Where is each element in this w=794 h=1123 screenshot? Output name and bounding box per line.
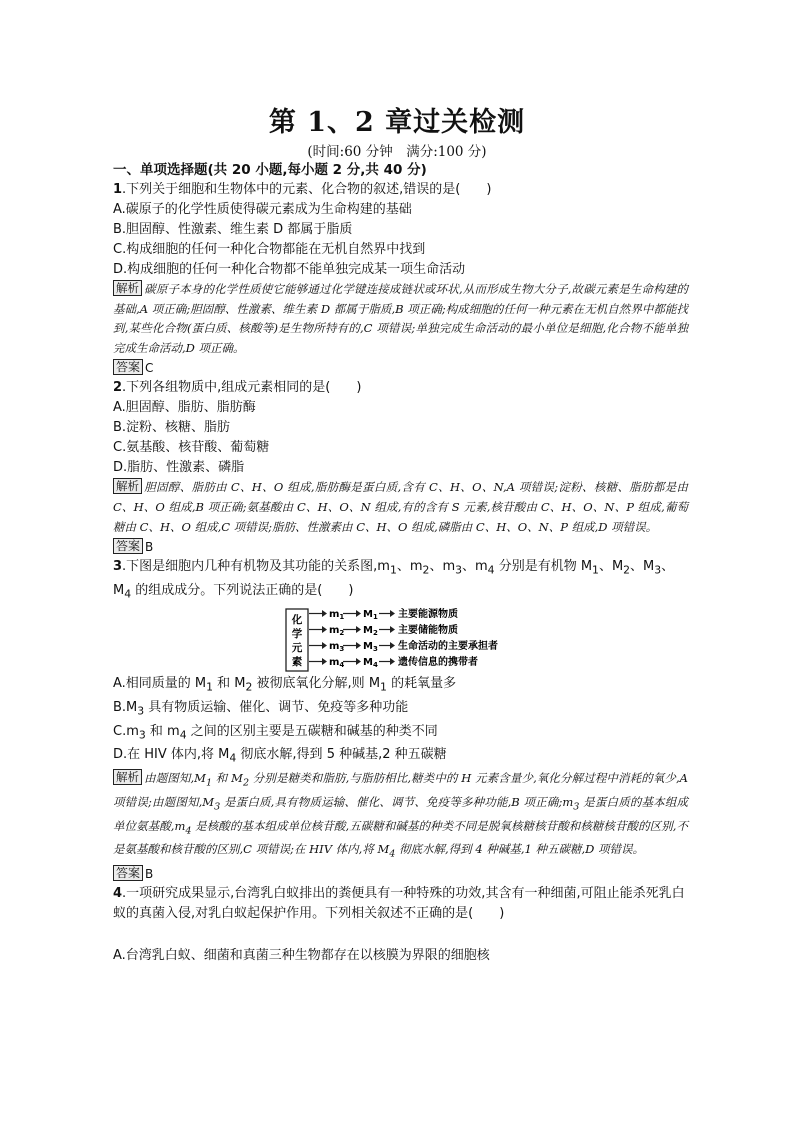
option-b: B.淀粉、核糖、脂肪	[113, 420, 231, 436]
spacer	[113, 924, 688, 946]
function-label: 主要能源物质	[398, 609, 458, 621]
arrow-head	[390, 610, 395, 617]
relation-diagram	[113, 604, 688, 674]
question-text: .下列关于细胞和生物体中的元素、化合物的叙述,错误的是( )	[122, 182, 492, 197]
question-1-stem	[113, 180, 688, 200]
elements-char: 素	[291, 656, 303, 669]
subscript: 2	[242, 777, 250, 789]
question-2-answer	[113, 537, 688, 557]
option-b	[113, 698, 688, 722]
option-text: 的耗氧量多	[386, 676, 457, 692]
question-3-diagram	[113, 604, 688, 674]
question-text: .下图是细胞内几种有机物及其功能的关系图,m	[122, 559, 390, 575]
analysis-text: 是蛋白质,具有物质运输、催化、调节、免疫等多种功能,B 项正确;m	[220, 794, 574, 809]
subscript: 1	[389, 563, 397, 577]
question-text: 、M	[598, 559, 624, 575]
answer-value: B	[145, 867, 154, 882]
subscript: 4	[389, 848, 396, 860]
option-a: A.碳原子的化学性质使得碳元素成为生命构建的基础	[113, 202, 412, 217]
question-number: 2	[113, 380, 123, 396]
arrow-head	[356, 658, 361, 665]
polymer-label: $M_1$	[363, 609, 378, 622]
option-text: 具有物质运输、催化、调节、免疫等多种功能	[144, 699, 409, 715]
question-text: 的组成成分。下列说法正确的是( )	[131, 582, 354, 598]
subscript: 1	[380, 680, 387, 694]
arrow-head	[322, 610, 327, 617]
question-text: 、m	[429, 559, 456, 575]
question-1-answer	[113, 358, 688, 378]
section-heading: 一、单项选择题(共 20 小题,每小题 2 分,共 40 分)	[113, 162, 427, 178]
option-text: C.m	[113, 723, 139, 739]
option-text: A.相同质量的 M	[113, 676, 207, 692]
question-text: 、M	[630, 559, 655, 575]
arrow-head	[322, 642, 327, 649]
subscript: 1	[592, 563, 599, 577]
subscript: 4	[185, 824, 192, 836]
subscript: 4	[487, 563, 495, 577]
question-4-stem	[113, 884, 688, 924]
elements-char: 学	[291, 628, 303, 641]
question-text: .一项研究成果显示,台湾乳白蚁排出的粪便具有一种特殊的功效,其含有一种细菌,可阻止能杀死乳白蚁的真菌入侵,对乳白蚁起保护作用。下列相关叙述不正确的是( )	[113, 886, 685, 922]
question-text: 、m	[396, 559, 423, 575]
analysis-text: 是蛋白质的基本组成单位氨基酸,m	[113, 794, 688, 833]
question-text: M	[113, 582, 125, 598]
elements-char: 元	[291, 642, 303, 655]
arrow-head	[356, 626, 361, 633]
subscript: 4	[229, 751, 237, 765]
analysis-text: 分别是糖类和脂肪,与脂肪相比,糖类中的 H 元素含量少,氧化分解过程中消耗的氧少,A 项错误;由题图知,M	[113, 770, 688, 809]
analysis-tag: 解析	[113, 478, 142, 494]
option-d: D.脂肪、性激素、磷脂	[113, 460, 245, 476]
answer-tag: 答案	[113, 359, 143, 375]
polymer-label: $M_4$	[363, 657, 378, 670]
question-3-analysis	[113, 769, 688, 865]
question-2-analysis	[113, 478, 688, 537]
subscript: 3	[455, 563, 462, 577]
subscript: 2	[422, 563, 430, 577]
monomer-label: $m_3$	[329, 641, 345, 654]
option-text: B.M	[113, 699, 138, 715]
question-text: 、	[661, 559, 675, 575]
analysis-tag: 解析	[113, 769, 142, 785]
subscript: 1	[205, 777, 213, 789]
monomer-label: $m_1$	[329, 609, 345, 622]
arrow-head	[356, 642, 361, 649]
answer-value: B	[145, 540, 154, 555]
function-label: 主要储能物质	[398, 625, 458, 637]
answer-tag: 答案	[113, 538, 143, 554]
subscript: 4	[179, 728, 187, 742]
arrow-head	[390, 658, 395, 665]
question-text: .下列各组物质中,组成元素相同的是( )	[122, 380, 362, 396]
diagram-row	[309, 639, 498, 653]
analysis-text: 胆固醇、脂肪由 C、H、O 组成,脂肪酶是蛋白质,含有 C、H、O、N,A 项错误;淀粉、核糖、脂肪都是由 C、H、O 组成,B 项正确;氨基酸由 C、H、O、N 组成,有的含有 S 元素,核苷酸由 C、H、O、N、P 组成,葡萄糖由 C、H、O 组成,C 项错误;脂肪、性激素由 C、H、O 组成,磷脂由 C、H、O、N、P 组成,D 项错误。	[113, 480, 688, 534]
question-text: 、m	[462, 559, 488, 575]
subscript: 3	[137, 704, 145, 718]
content	[113, 160, 688, 966]
option-text: 之间的区别主要是五碳糖和碱基的种类不同	[186, 723, 438, 739]
subscript: 1	[206, 680, 214, 694]
polymer-label: $M_3$	[363, 641, 378, 654]
page-subtitle: (时间:60 分钟 满分:100 分)	[307, 144, 487, 160]
option-a	[113, 674, 688, 698]
analysis-text: 是核酸的基本组成单位核苷酸,五碳糖和碱基的种类不同是脱氧核糖核苷酸和核糖核苷酸的区别,不是氨基酸和核苷酸的区别,C 项错误;在 HIV 体内,将 M	[113, 818, 688, 857]
arrow-head	[322, 626, 327, 633]
monomer-label: $m_4$	[329, 657, 345, 670]
option-text: 被彻底氧化分解,则 M	[252, 676, 381, 692]
analysis-text: 由题图知,M	[144, 770, 206, 785]
option-text: D.在 HIV 体内,将 M	[113, 747, 230, 763]
question-1-analysis	[113, 280, 688, 358]
polymer-label: $M_2$	[363, 625, 378, 638]
option-d	[113, 745, 688, 769]
elements-char: 化	[291, 614, 303, 627]
question-number: 3	[113, 559, 123, 575]
subscript: 3	[573, 800, 580, 812]
option-text: 和 m	[145, 723, 180, 739]
option-text: 彻底水解,得到 5 种碱基,2 种五碳糖	[236, 747, 447, 763]
option-text: 和 M	[213, 676, 246, 692]
option-d: D.构成细胞的任何一种化合物都不能单独完成某一项生命活动	[113, 262, 466, 277]
function-label: 生命活动的主要承担者	[398, 641, 498, 653]
analysis-text: 和 M	[212, 770, 243, 785]
option-b: B.胆固醇、性激素、维生素 D 都属于脂质	[113, 222, 353, 237]
function-label: 遗传信息的携带者	[398, 657, 478, 669]
diagram-row	[309, 655, 478, 669]
question-number: 1	[113, 182, 123, 197]
question-3-stem	[113, 557, 688, 604]
analysis-tag: 解析	[113, 280, 142, 296]
subscript: 4	[124, 587, 132, 601]
subscript: 2	[245, 680, 253, 694]
option-c: C.氨基酸、核苷酸、葡萄糖	[113, 440, 270, 456]
subscript: 2	[623, 563, 631, 577]
monomer-label: $m_2$	[329, 625, 345, 638]
option-c	[113, 722, 688, 746]
page-title: 第 1、2 章过关检测	[268, 107, 526, 138]
arrow-head	[322, 658, 327, 665]
arrow-head	[390, 626, 395, 633]
diagram-row	[309, 607, 458, 621]
analysis-text: 彻底水解,得到 4 种碱基,1 种五碳糖,D 项错误。	[395, 842, 644, 857]
diagram-row	[309, 623, 458, 637]
question-number: 4	[113, 886, 123, 902]
arrow-head	[356, 610, 361, 617]
subscript: 3	[654, 563, 662, 577]
question-2-stem	[113, 378, 688, 398]
answer-tag: 答案	[113, 865, 143, 881]
analysis-text: 碳原子本身的化学性质使它能够通过化学键连接成链状或环状,从而形成生物大分子,故碳元素是生命构建的基础,A 项正确;胆固醇、性激素、维生素 D 都属于脂质,B 项正确;构成细胞的任何一种元素在无机自然界中都能找到,某些化合物(蛋白质、核酸等)是生物所特有的,C 项错误;单独完成生命活动的最小单位是细胞,化合物不能单独完成生命活动,D 项正确。	[113, 282, 688, 355]
question-text: 分别是有机物 M	[494, 559, 593, 575]
option-a: A.台湾乳白蚁、细菌和真菌三种生物都存在以核膜为界限的细胞核	[113, 948, 490, 964]
subscript: 3	[214, 800, 221, 812]
option-a: A.胆固醇、脂肪、脂肪酶	[113, 400, 256, 416]
arrow-head	[390, 642, 395, 649]
answer-value: C	[145, 361, 154, 376]
subscript: 3	[138, 728, 146, 742]
option-c: C.构成细胞的任何一种化合物都能在无机自然界中找到	[113, 242, 426, 257]
question-3-answer	[113, 864, 688, 884]
